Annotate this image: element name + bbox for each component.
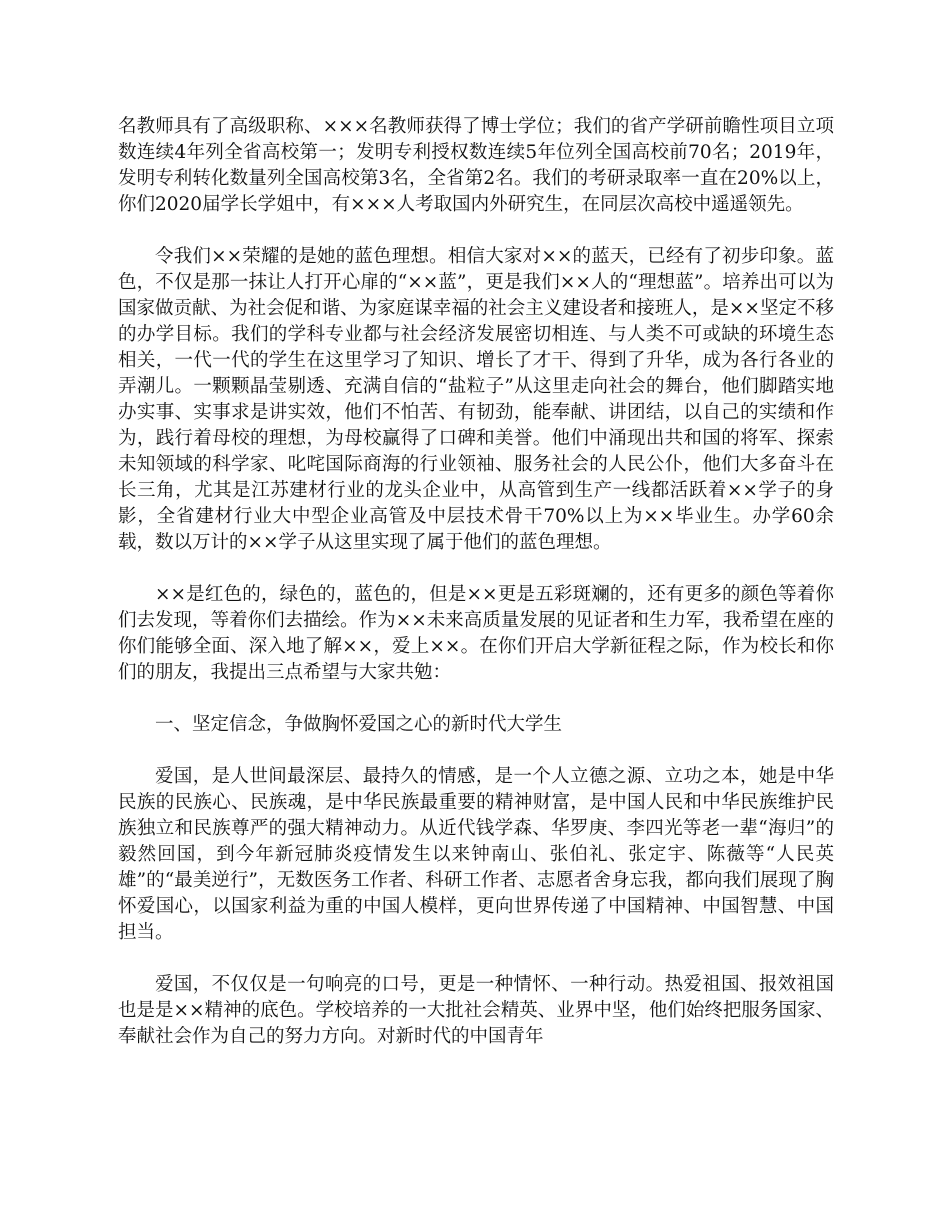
paragraph-4: 爱国，是人世间最深层、最持久的情感，是一个人立德之源、立功之本，她是中华民族的民族心、民族魂，是中华民族最重要的精神财富，是中国人民和中华民族维护民族独立和民族尊严的强大精神动力。从近代钱学森、华罗庚、李四光等老一辈“海归”的毅然回国，到今年新冠肺炎疫情发生以来钟南山、张伯礼、张定宇、陈薇等“人民英雄”的“最美逆行”，无数医务工作者、科研工作者、志愿者舍身忘我，都向我们展现了胸怀爱国心，以国家利益为重的中国人模样，更向世界传递了中国精神、中国智慧、中国担当。 bbox=[118, 766, 834, 943]
paragraph-5: 爱国，不仅仅是一句响亮的口号，更是一种情怀、一种行动。热爱祖国、报效祖国也是是××精神的底色。学校培养的一大批社会精英、业界中坚，他们始终把服务国家、奉献社会作为自己的努力方向。对新时代的中国青年 bbox=[118, 974, 834, 1047]
section-heading-1: 一、坚定信念，争做胸怀爱国之心的新时代大学生 bbox=[155, 714, 563, 735]
paragraph-3: ××是红色的，绿色的，蓝色的，但是××更是五彩斑斓的，还有更多的颜色等着你们去发现，等着你们去描绘。作为××未来高质量发展的见证者和生力军，我希望在座的你们能够全面、深入地了解××，爱上××。在你们开启大学新征程之际，作为校长和你们的朋友，我提出三点希望与大家共勉： bbox=[118, 584, 834, 683]
paragraph-1: 名教师具有了高级职称、×××名教师获得了博士学位；我们的省产学研前瞻性项目立项数连续4年列全省高校第一；发明专利授权数连续5年位列全国高校前70名；2019年，发明专利转化数量列全国高校第3名，全省第2名。我们的考研录取率一直在20%以上，你们2020届学长学姐中，有×××人考取国内外研究生，在同层次高校中遥遥领先。 bbox=[118, 116, 834, 215]
paragraph-2: 令我们××荣耀的是她的蓝色理想。相信大家对××的蓝天，已经有了初步印象。蓝色，不仅是那一抹让人打开心扉的“××蓝”，更是我们××人的“理想蓝”。培养出可以为国家做贡献、为社会促和谐、为家庭谋幸福的社会主义建设者和接班人，是××坚定不移的办学目标。我们的学科专业都与社会经济发展密切相连、与人类不可或缺的环境生态相关，一代一代的学生在这里学习了知识、增长了才干、得到了升华，成为各行各业的弄潮儿。一颗颗晶莹剔透、充满自信的“盐粒子”从这里走向社会的舞台，他们脚踏实地办实事、实事求是讲实效，他们不怕苦、有韧劲，能奉献、讲团结，以自己的实绩和作为，践行着母校的理想，为母校赢得了口碑和美誉。他们中涌现出共和国的将军、探索未知领域的科学家、叱咤国际商海的行业领袖、服务社会的人民公仆，他们大多奋斗在长三角，尤其是江苏建材行业的龙头企业中，从高管到生产一线都活跃着××学子的身影，全省建材行业大中型企业高管及中层技术骨干70%以上为××毕业生。办学60余载，数以万计的××学子从这里实现了属于他们的蓝色理想。 bbox=[118, 246, 834, 553]
document-body bbox=[118, 114, 834, 1050]
